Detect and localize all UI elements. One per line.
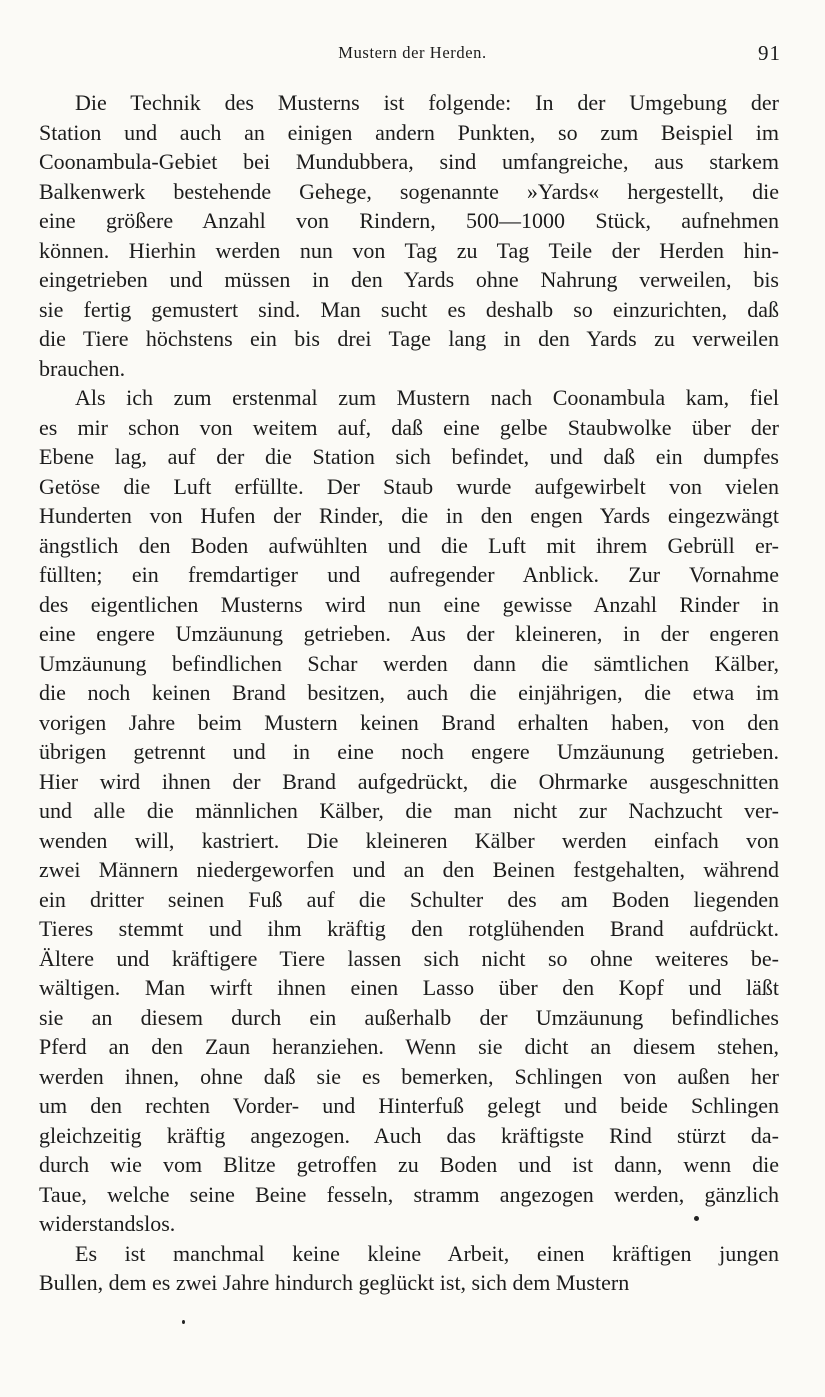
text-line: sie fertig gemustert sind. Man sucht es deshalb so einzurichten, daß [39, 296, 779, 322]
text-line: Umzäunung befindlichen Schar werden dann die sämtlichen Kälber, [39, 650, 779, 676]
body-text [39, 88, 779, 1298]
text-line: ein dritter seinen Fuß auf die Schulter des am Boden liegenden [39, 886, 779, 912]
paragraph [39, 383, 779, 1239]
text-line: eine größere Anzahl von Rindern, 500—1000 Stück, aufnehmen [39, 208, 779, 233]
text-line: Bullen, dem es zwei Jahre hindurch geglückt ist, sich dem Mustern [39, 1270, 630, 1295]
text-line: und alle die männlichen Kälber, die man nicht zur Nachzucht ver- [39, 798, 779, 823]
text-line: Tieres stemmt und ihm kräftig den rotglühenden Brand aufdrückt. [39, 916, 779, 941]
text-line: widerstandslos. [39, 1211, 176, 1236]
text-line: übrigen getrennt und in eine noch engere Umzäunung getrieben. [39, 739, 779, 764]
page-header [0, 39, 825, 69]
text-line: Die Technik des Musterns ist folgende: In der Umgebung der [75, 90, 779, 115]
text-line: wenden will, kastriert. Die kleineren Kälber werden einfach von [39, 827, 779, 853]
text-line: Es ist manchmal keine kleine Arbeit, einen kräftigen jungen [75, 1240, 779, 1266]
paragraph [39, 1239, 779, 1298]
ink-speck [182, 1320, 185, 1324]
text-line: brauchen. [39, 355, 126, 381]
text-line: durch wie vom Blitze getroffen zu Boden und ist dann, wenn die [39, 1152, 779, 1177]
text-line: gleichzeitig kräftig angezogen. Auch das kräftigste Rind stürzt da- [39, 1122, 779, 1148]
text-line: die noch keinen Brand besitzen, auch die einjährigen, die etwa im [39, 680, 779, 705]
text-line: des eigentlichen Musterns wird nun eine gewisse Anzahl Rinder in [39, 591, 779, 617]
text-line: wältigen. Man wirft ihnen einen Lasso über den Kopf und läßt [39, 975, 779, 1000]
paragraph [39, 88, 779, 383]
text-line: Ebene lag, auf der die Station sich befindet, und daß ein dumpfes [39, 444, 779, 469]
page-number: 91 [758, 41, 781, 65]
text-line: ängstlich den Boden aufwühlten und die Luft mit ihrem Gebrüll er- [39, 532, 779, 558]
ink-speck [694, 1216, 699, 1221]
text-line: die Tiere höchstens ein bis drei Tage lang in den Yards zu verweilen [39, 326, 779, 351]
text-line: Pferd an den Zaun heranziehen. Wenn sie dicht an diesem stehen, [39, 1034, 779, 1059]
text-line: eine engere Umzäunung getrieben. Aus der kleineren, in der engeren [39, 621, 779, 646]
running-head: Mustern der Herden. [338, 43, 487, 62]
text-line: Coonambula-Gebiet bei Mundubbera, sind umfangreiche, aus starkem [39, 149, 779, 174]
text-line: eingetrieben und müssen in den Yards ohne Nahrung verweilen, bis [39, 267, 779, 292]
text-line: Hier wird ihnen der Brand aufgedrückt, die Ohrmarke ausgeschnitten [39, 768, 779, 794]
text-line: Taue, welche seine Beine fesseln, stramm angezogen werden, gänzlich [39, 1181, 779, 1207]
text-line: es mir schon von weitem auf, daß eine gelbe Staubwolke über der [39, 414, 779, 440]
text-line: Station und auch an einigen andern Punkten, so zum Beispiel im [39, 119, 779, 145]
text-line: vorigen Jahre beim Mustern keinen Brand erhalten haben, von den [39, 709, 779, 735]
text-line: sie an diesem durch ein außerhalb der Umzäunung befindliches [39, 1004, 779, 1030]
text-line: werden ihnen, ohne daß sie es bemerken, Schlingen von außen her [39, 1063, 779, 1089]
text-line: Als ich zum erstenmal zum Mustern nach Coonambula kam, fiel [75, 385, 779, 410]
text-line: zwei Männern niedergeworfen und an den Beinen festgehalten, während [39, 857, 779, 882]
text-line: füllten; ein fremdartiger und aufregender Anblick. Zur Vornahme [39, 562, 779, 587]
text-line: Balkenwerk bestehende Gehege, sogenannte »Yards« hergestellt, die [39, 178, 779, 204]
text-line: Ältere und kräftigere Tiere lassen sich nicht so ohne weiteres be- [39, 945, 779, 971]
text-line: um den rechten Vorder- und Hinterfuß gelegt und beide Schlingen [39, 1093, 779, 1118]
text-line: Getöse die Luft erfüllte. Der Staub wurde aufgewirbelt von vielen [39, 473, 779, 499]
text-line: Hunderten von Hufen der Rinder, die in den engen Yards eingezwängt [39, 503, 779, 528]
text-line: können. Hierhin werden nun von Tag zu Tag Teile der Herden hin- [39, 237, 779, 263]
